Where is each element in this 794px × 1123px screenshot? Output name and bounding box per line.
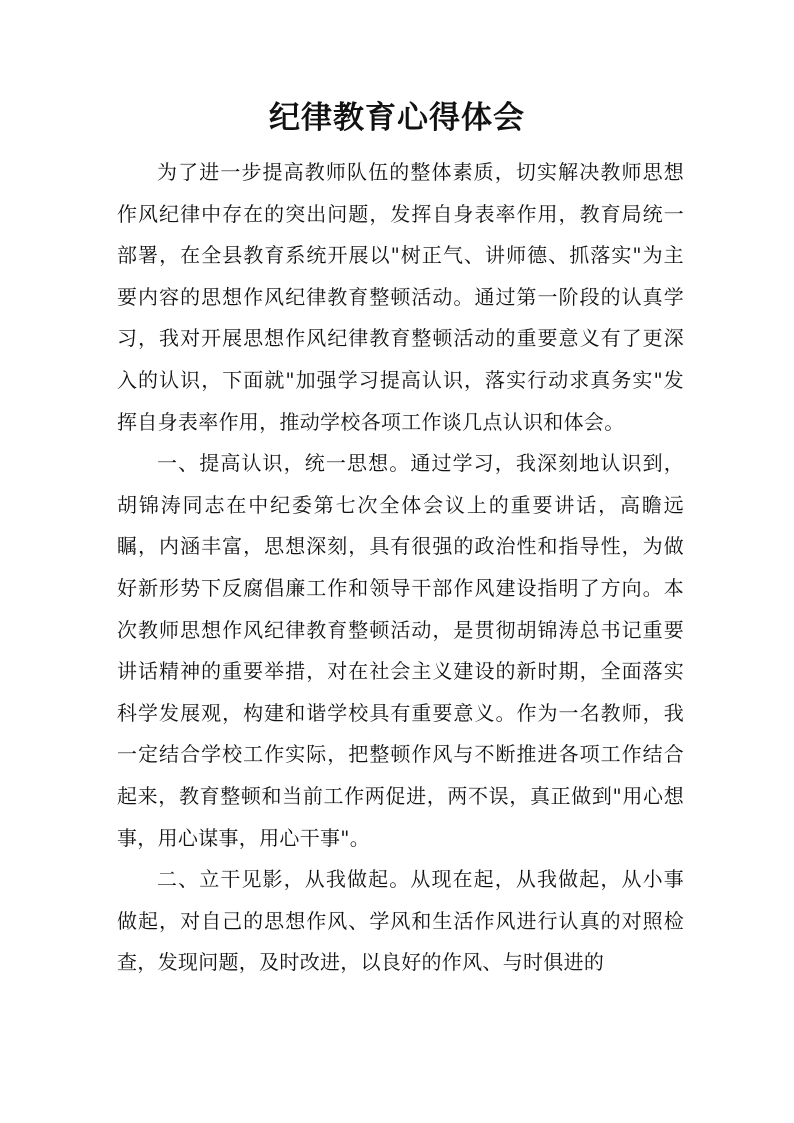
- document-body: [117, 152, 684, 984]
- document-title: 纪律教育心得体会: [269, 100, 525, 136]
- paragraph-section-1: 一、提高认识，统一思想。通过学习，我深刻地认识到，胡锦涛同志在中纪委第七次全体会议上的重要讲话，高瞻远瞩，内涵丰富，思想深刻，具有很强的政治性和指导性，为做好新形势下反腐倡廉工作和领导干部作风建设指明了方向。本次教师思想作风纪律教育整顿活动，是贯彻胡锦涛总书记重要讲话精神的重要举措，对在社会主义建设的新时期，全面落实科学发展观，构建和谐学校具有重要意义。作为一名教师，我一定结合学校工作实际，把整顿作风与不断推进各项工作结合起来，教育整顿和当前工作两促进，两不误，真正做到"用心想事，用心谋事，用心干事"。: [117, 451, 684, 850]
- paragraph-section-2: 二、立干见影，从我做起。从现在起，从我做起，从小事做起，对自己的思想作风、学风和生活作风进行认真的对照检查，发现问题，及时改进，以良好的作风、与时俱进的: [117, 867, 684, 975]
- paragraph-intro: 为了进一步提高教师队伍的整体素质，切实解决教师思想作风纪律中存在的突出问题，发挥自身表率作用，教育局统一部署，在全县教育系统开展以"树正气、讲师德、抓落实"为主要内容的思想作风纪律教育整顿活动。通过第一阶段的认真学习，我对开展思想作风纪律教育整顿活动的重要意义有了更深入的认识，下面就"加强学习提高认识，落实行动求真务实"发挥自身表率作用，推动学校各项工作谈几点认识和体会。: [117, 160, 684, 434]
